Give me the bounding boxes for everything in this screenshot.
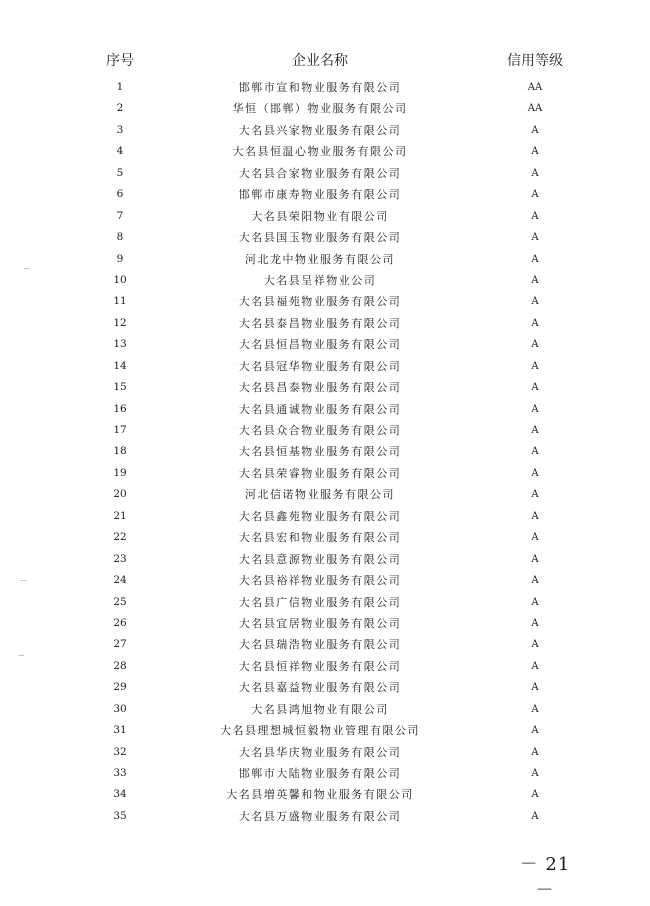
row-company-name: 大名县广信物业服务有限公司	[238, 595, 402, 609]
row-company-name: 大名县瑞浩物业服务有限公司	[238, 638, 402, 652]
row-company-name: 大名县呈祥物业公司	[263, 273, 377, 287]
row-seq: 35	[113, 809, 127, 822]
row-company-name: 大名县恒基物业服务有限公司	[238, 445, 402, 459]
row-credit-grade: A	[531, 489, 539, 501]
table-row	[0, 484, 650, 505]
row-seq: 27	[113, 638, 127, 651]
row-seq: 12	[113, 316, 127, 329]
row-company-name: 大名县意源物业服务有限公司	[238, 552, 402, 566]
table-row	[0, 592, 650, 613]
row-company-name: 河北龙中物业服务有限公司	[245, 252, 395, 266]
row-credit-grade: A	[531, 296, 539, 308]
row-company-name: 大名县嘉益物业服务有限公司	[238, 681, 402, 695]
row-company-name: 大名县冠华物业服务有限公司	[238, 359, 402, 373]
row-seq: 29	[113, 681, 127, 694]
row-seq: 22	[113, 531, 127, 544]
table-row	[0, 506, 650, 527]
row-seq: 6	[116, 188, 124, 201]
row-credit-grade: A	[531, 425, 539, 436]
table-row	[0, 163, 650, 184]
row-credit-grade: A	[531, 124, 539, 136]
row-seq: 8	[116, 231, 124, 244]
table-row	[0, 613, 650, 634]
row-company-name: 大名县増英馨和物业服务有限公司	[226, 788, 414, 802]
row-seq: 13	[113, 338, 127, 351]
table-row	[0, 677, 650, 698]
row-company-name: 邯郸市宣和物业服务有限公司	[238, 81, 402, 94]
row-credit-grade: A	[531, 253, 539, 265]
row-company-name: 大名县众合物业服务有限公司	[238, 424, 402, 437]
row-seq: 16	[113, 402, 127, 415]
row-credit-grade: AA	[527, 82, 543, 93]
table-row	[0, 227, 650, 248]
table-row	[0, 77, 650, 98]
row-seq: 21	[113, 509, 127, 522]
row-credit-grade: A	[531, 596, 539, 608]
row-credit-grade: A	[531, 660, 539, 672]
table-row	[0, 334, 650, 355]
row-company-name: 大名县裕祥物业服务有限公司	[238, 574, 402, 588]
row-credit-grade: A	[531, 575, 539, 587]
row-company-name: 大名县鸿旭物业有限公司	[251, 702, 389, 716]
row-credit-grade: A	[531, 639, 539, 651]
row-credit-grade: A	[531, 789, 539, 801]
scan-mark	[20, 580, 26, 581]
table-row	[0, 377, 650, 398]
page-number: － 21 －	[519, 854, 571, 901]
row-seq: 5	[116, 166, 124, 179]
row-credit-grade: A	[531, 360, 539, 372]
row-seq: 9	[116, 252, 124, 265]
row-credit-grade: A	[531, 703, 539, 715]
row-company-name: 大名县泰昌物业服务有限公司	[238, 316, 402, 330]
table-header	[0, 50, 650, 72]
row-seq: 3	[116, 123, 124, 136]
row-credit-grade: A	[531, 274, 539, 286]
table-row	[0, 634, 650, 655]
table-row	[0, 313, 650, 334]
row-company-name: 河北信诺物业服务有限公司	[245, 488, 395, 502]
row-credit-grade: A	[531, 146, 539, 158]
row-company-name: 大名县通诚物业服务有限公司	[238, 402, 402, 416]
row-company-name: 大名县福苑物业服务有限公司	[238, 295, 402, 309]
row-credit-grade: A	[531, 403, 539, 415]
row-company-name: 大名县鑫苑物业服务有限公司	[238, 509, 402, 523]
row-company-name: 邯郸市康寿物业服务有限公司	[238, 188, 402, 202]
row-company-name: 大名县荣睿物业服务有限公司	[238, 466, 402, 480]
row-credit-grade: A	[531, 189, 539, 201]
table-row	[0, 356, 650, 377]
row-company-name: 华恒（邯郸）物业服务有限公司	[232, 102, 408, 116]
table-row	[0, 98, 650, 119]
table-row	[0, 699, 650, 720]
row-credit-grade: A	[531, 467, 539, 479]
row-seq: 23	[113, 552, 127, 565]
row-credit-grade: A	[531, 382, 539, 394]
table-row	[0, 463, 650, 484]
row-seq: 14	[113, 359, 127, 372]
row-credit-grade: A	[531, 810, 539, 822]
table-row	[0, 806, 650, 827]
row-company-name: 大名县万盛物业服务有限公司	[238, 809, 402, 823]
table-row	[0, 720, 650, 741]
row-credit-grade: A	[531, 682, 539, 694]
row-company-name: 大名县理想城恒毅物业管理有限公司	[220, 724, 420, 738]
row-seq: 33	[113, 767, 127, 779]
header-seq: 序号	[106, 53, 134, 69]
header-credit-grade: 信用等级	[507, 53, 563, 69]
table-row	[0, 527, 650, 548]
row-company-name: 大名县昌泰物业服务有限公司	[238, 381, 402, 395]
row-seq: 34	[113, 788, 127, 801]
row-seq: 24	[113, 574, 127, 587]
table-row	[0, 549, 650, 570]
row-seq: 26	[113, 616, 127, 629]
table-row	[0, 141, 650, 162]
row-company-name: 大名县宏和物业服务有限公司	[238, 531, 402, 545]
row-seq: 32	[113, 745, 127, 758]
table-row	[0, 249, 650, 270]
row-credit-grade: A	[531, 746, 539, 758]
scan-mark	[18, 655, 24, 656]
table-row	[0, 184, 650, 205]
row-seq: 17	[113, 424, 127, 436]
table-row	[0, 441, 650, 462]
table-row	[0, 570, 650, 591]
table-row	[0, 784, 650, 805]
row-credit-grade: A	[531, 167, 539, 179]
row-credit-grade: A	[531, 768, 539, 779]
row-seq: 19	[113, 466, 127, 479]
row-seq: 7	[116, 209, 124, 222]
row-credit-grade: A	[531, 446, 539, 458]
row-credit-grade: A	[531, 510, 539, 522]
row-company-name: 大名县合家物业服务有限公司	[238, 166, 402, 180]
table-row	[0, 656, 650, 677]
row-seq: 11	[113, 295, 127, 308]
header-company-name: 企业名称	[292, 53, 348, 69]
row-seq: 18	[113, 445, 127, 458]
row-credit-grade: A	[531, 532, 539, 544]
table-row	[0, 120, 650, 141]
row-seq: 31	[113, 724, 127, 737]
row-company-name: 大名县恒昌物业服务有限公司	[238, 338, 402, 352]
row-seq: 1	[116, 81, 124, 93]
row-credit-grade: A	[531, 210, 539, 222]
table-row	[0, 399, 650, 420]
row-company-name: 大名县恒祥物业服务有限公司	[238, 659, 402, 673]
row-credit-grade: A	[531, 725, 539, 737]
row-company-name: 大名县国玉物业服务有限公司	[238, 231, 402, 245]
row-company-name: 大名县恒温心物业服务有限公司	[232, 145, 408, 159]
row-seq: 28	[113, 659, 127, 672]
row-credit-grade: AA	[527, 103, 543, 115]
table-body	[0, 77, 650, 827]
row-company-name: 大名县宜居物业服务有限公司	[238, 616, 402, 630]
table-row	[0, 420, 650, 441]
table-row	[0, 291, 650, 312]
row-seq: 20	[113, 488, 127, 501]
row-company-name: 大名县荣阳物业有限公司	[251, 209, 389, 223]
row-seq: 10	[113, 273, 127, 286]
row-credit-grade: A	[531, 553, 539, 565]
row-company-name: 大名县华庆物业服务有限公司	[238, 745, 402, 759]
scan-mark	[24, 268, 30, 269]
row-credit-grade: A	[531, 617, 539, 629]
row-credit-grade: A	[531, 232, 539, 244]
row-seq: 15	[113, 381, 127, 394]
row-credit-grade: A	[531, 317, 539, 329]
row-company-name: 邯郸市大陆物业服务有限公司	[238, 767, 402, 780]
table-row	[0, 270, 650, 291]
row-credit-grade: A	[531, 339, 539, 351]
row-seq: 30	[113, 702, 127, 715]
row-company-name: 大名县兴家物业服务有限公司	[238, 123, 402, 137]
row-seq: 2	[116, 102, 124, 115]
table-row	[0, 763, 650, 784]
table-row	[0, 742, 650, 763]
row-seq: 25	[113, 595, 127, 608]
row-seq: 4	[116, 145, 124, 158]
table-row	[0, 206, 650, 227]
